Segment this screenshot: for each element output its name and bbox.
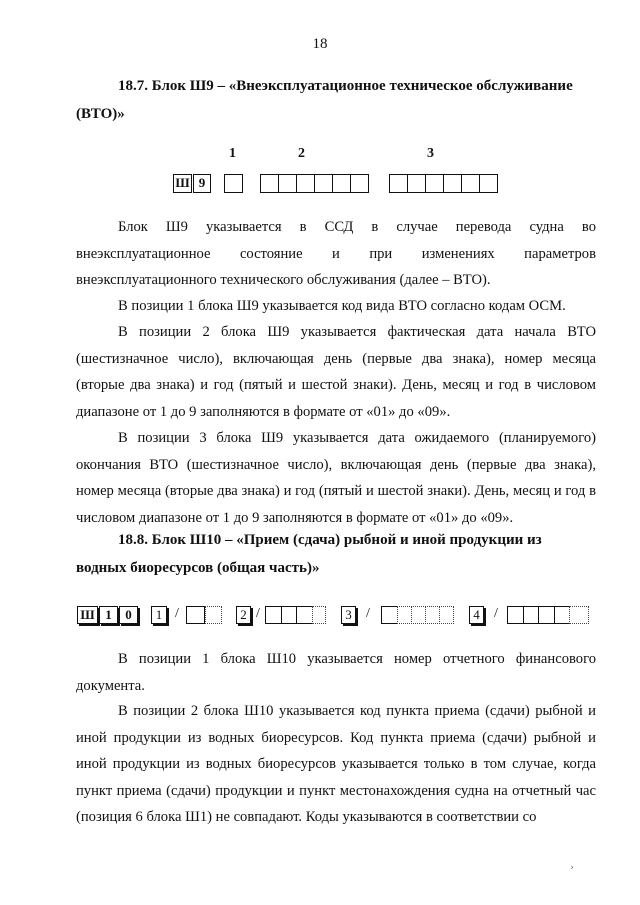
position-2-cell: [314, 174, 333, 193]
paragraph: В позиции 3 блока Ш9 указывается дата ожидаемого (планируемого) окончания ВТО (шестизначное число), включающая день (первые два знака), номер месяца (вторые два знака) и год (пятый и шестой знаки). День, месяц и год в числовом диапазоне от 1 до 9 заполняются в формате от «01» до «09».: [76, 430, 596, 526]
position-3-cell: [397, 606, 412, 624]
position-1-cell: [224, 174, 243, 193]
position-3-cell: [479, 174, 498, 193]
position-2-cell: [260, 174, 279, 193]
position-2-cell: [281, 606, 297, 624]
position-2-cell: [278, 174, 297, 193]
section-heading-18-7: [76, 73, 596, 99]
position-3-cell: [461, 174, 480, 193]
position-1-cell: [205, 606, 222, 624]
separator: /: [366, 606, 370, 621]
block-label-digit: 0: [119, 606, 138, 624]
position-number-2: 2: [236, 606, 251, 624]
position-3-cell: [381, 606, 398, 624]
position-number-3: 3: [427, 146, 434, 161]
position-3-cell: [443, 174, 462, 193]
position-4-cell: [569, 606, 589, 624]
block-label-letter: Ш: [173, 174, 192, 193]
position-3-cell: [389, 174, 408, 193]
position-number-3: 3: [341, 606, 356, 624]
position-number-4: 4: [469, 606, 484, 624]
position-3-cell: [425, 606, 440, 624]
section-heading-18-8-cont: [76, 555, 596, 581]
paragraph: В позиции 2 блока Ш9 указывается фактическая дата начала ВТО (шестизначное число), включающая день (первые два знака), номер месяца (вторые два знака) и год (пятый и шестой знаки). День, месяц и год в числовом диапазоне от 1 до 9 заполняются в формате от «01» до «09».: [76, 324, 596, 420]
heading-line-1: 18.7. Блок Ш9 – «Внеэксплуатационное техническое обслуживание: [118, 78, 573, 94]
paragraph: В позиции 1 блока Ш10 указывается номер отчетного финансового документа.: [76, 651, 596, 694]
separator: /: [256, 606, 260, 621]
position-4-cell: [554, 606, 570, 624]
separator: /: [175, 606, 179, 621]
position-4-cell: [523, 606, 539, 624]
position-2-cell: [332, 174, 351, 193]
block-label-digit: 1: [99, 606, 118, 624]
position-4-cell: [538, 606, 555, 624]
margin-mark: ¸: [570, 855, 574, 869]
paragraph: В позиции 1 блока Ш9 указывается код вида ВТО согласно кодам ОСМ.: [118, 298, 566, 314]
position-3-cell: [411, 606, 426, 624]
position-3-cell: [425, 174, 444, 193]
position-number-2: 2: [298, 146, 305, 161]
section-heading-18-8: [76, 527, 596, 553]
paragraph: В позиции 2 блока Ш10 указывается код пункта приема (сдачи) рыбной и иной продукции из водных биоресурсов. Код пункта приема (сдачи) рыбной и иной продукции из водных биоресурсов указывается только в том случае, когда пункт приема (сдачи) продукции и пункт местонахождения судна на отчетный час (позиция 6 блока Ш1) не совпадают. Коды указываются в соответствии со: [76, 703, 596, 825]
position-3-cell: [439, 606, 454, 624]
position-2-cell: [296, 174, 315, 193]
separator: /: [494, 606, 498, 621]
position-1-cell: [186, 606, 205, 624]
block-label-number: 9: [193, 174, 211, 193]
heading-line-2: водных биоресурсов (общая часть)»: [76, 560, 320, 576]
position-number-1: 1: [229, 146, 236, 161]
position-number-1: 1: [151, 606, 167, 624]
position-2-cell: [350, 174, 369, 193]
position-2-cell: [265, 606, 282, 624]
section-heading-18-7-cont: [76, 101, 596, 127]
position-3-cell: [407, 174, 426, 193]
block-label-letter: Ш: [77, 606, 98, 624]
position-2-cell: [296, 606, 313, 624]
page-number: 18: [312, 36, 328, 52]
position-4-cell: [507, 606, 524, 624]
position-2-cell: [312, 606, 326, 624]
heading-line-2: (ВТО)»: [76, 106, 125, 122]
heading-line-1: 18.8. Блок Ш10 – «Прием (сдача) рыбной и иной продукции из: [118, 532, 542, 548]
paragraph: Блок Ш9 указывается в ССД в случае перевода судна во внеэксплуатационное состояние и при изменениях параметров внеэксплуатационного технического обслуживания (далее – ВТО).: [76, 219, 596, 288]
